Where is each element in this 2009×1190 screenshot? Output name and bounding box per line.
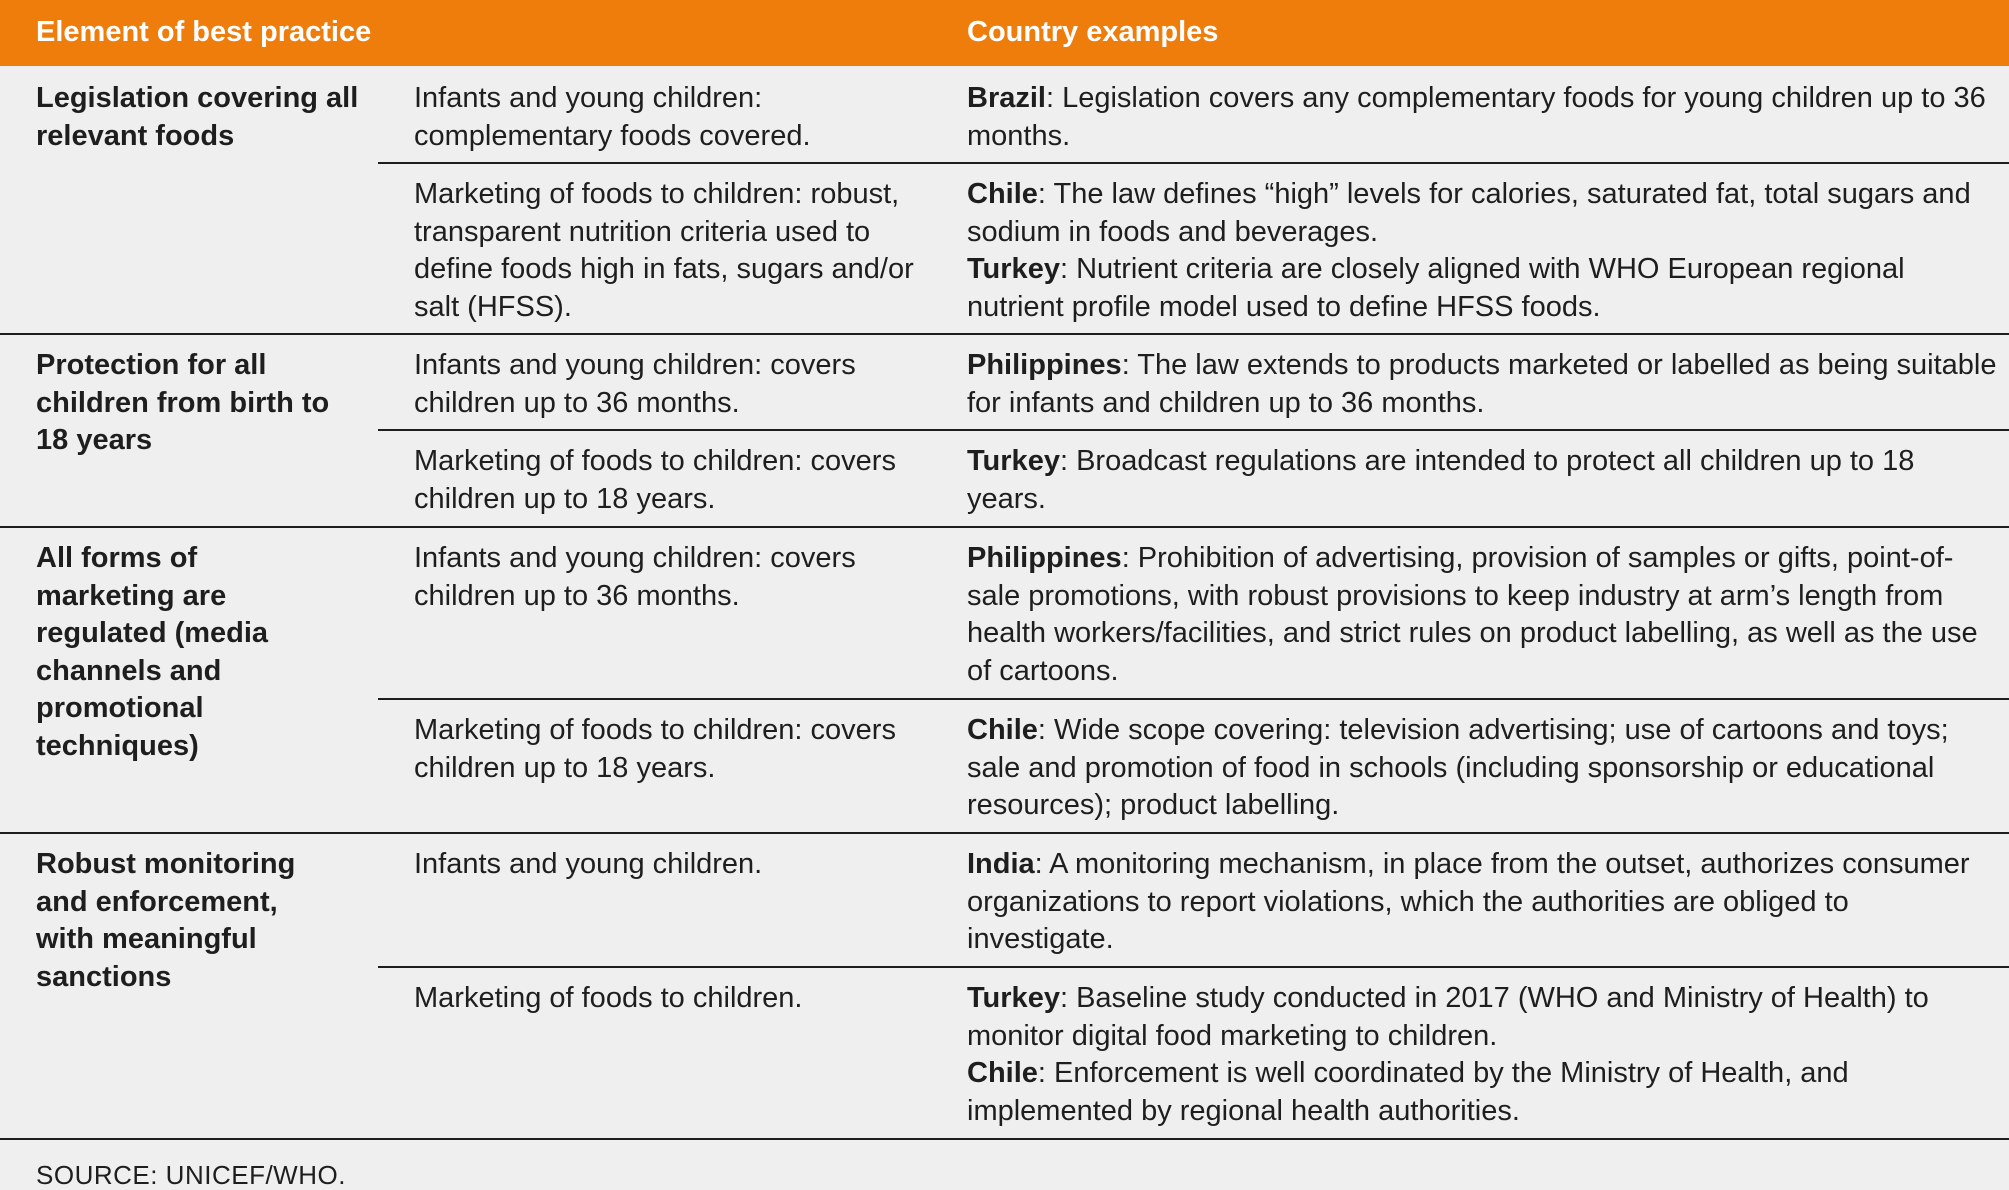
table-bottom-rule xyxy=(0,1138,2009,1140)
country-example xyxy=(967,540,1997,690)
country-name: Chile xyxy=(967,714,1038,746)
sub-row-divider xyxy=(378,162,2009,164)
country-name: Turkey xyxy=(967,253,1060,285)
country-name: Philippines xyxy=(967,349,1122,381)
audience-cell: Marketing of foods to children: covers children up to 18 years. xyxy=(414,445,896,515)
example-text: : Nutrient criteria are closely aligned with WHO European regional nutrient profile model used to define HFSS foods. xyxy=(967,253,1905,323)
row-divider xyxy=(0,333,2009,335)
audience-cell: Infants and young children. xyxy=(414,848,763,880)
example-cell xyxy=(967,712,1997,825)
category-protection: Protection for all children from birth to 18 years xyxy=(36,349,330,456)
example-text: : Legislation covers any complementary foods for young children up to 36 months. xyxy=(967,82,1986,152)
category-legislation: Legislation covering all relevant foods xyxy=(36,82,359,152)
country-example xyxy=(967,251,1997,326)
example-text: : The law defines “high” levels for calories, saturated fat, total sugars and sodium in foods and beverages. xyxy=(967,178,1971,248)
sub-row-divider xyxy=(378,429,2009,431)
example-text: : A monitoring mechanism, in place from the outset, authorizes consumer organizations to report violations, which the authorities are obliged to investigate. xyxy=(967,848,1970,955)
country-example xyxy=(967,347,1997,422)
example-cell xyxy=(967,443,1997,518)
category-all-forms: All forms of marketing are regulated (media channels and promotional techniques) xyxy=(36,542,269,762)
example-text: : Prohibition of advertising, provision of samples or gifts, point-of-sale promotions, with robust provisions to keep industry at arm’s length from health workers/facilities, and strict rules on product labelling, as well as the use of cartoons. xyxy=(967,542,1978,687)
example-cell xyxy=(967,80,1997,155)
example-text: : Enforcement is well coordinated by the Ministry of Health, and implemented by regional health authorities. xyxy=(967,1057,1849,1127)
source-note: SOURCE: UNICEF/WHO. xyxy=(36,1160,346,1190)
example-text: : Wide scope covering: television advertising; use of cartoons and toys; sale and promotion of food in schools (including sponsorship or educational resources); product labelling. xyxy=(967,714,1949,821)
country-example xyxy=(967,443,1997,518)
example-cell xyxy=(967,540,1997,690)
country-example xyxy=(967,1055,1997,1130)
country-name: Chile xyxy=(967,1057,1038,1089)
header-element-of-best-practice: Element of best practice xyxy=(36,16,372,48)
header-country-examples: Country examples xyxy=(967,16,1219,48)
audience-cell: Infants and young children: covers children up to 36 months. xyxy=(414,542,856,612)
country-name: Chile xyxy=(967,178,1038,210)
country-name: Turkey xyxy=(967,445,1060,477)
country-example xyxy=(967,176,1997,251)
country-name: Brazil xyxy=(967,82,1046,114)
category-monitoring: Robust monitoring and enforcement, with meaningful sanctions xyxy=(36,848,296,993)
country-name: India xyxy=(967,848,1035,880)
example-text: : Baseline study conducted in 2017 (WHO and Ministry of Health) to monitor digital food marketing to children. xyxy=(967,982,1929,1052)
example-cell xyxy=(967,846,1997,959)
country-example xyxy=(967,712,1997,825)
row-divider xyxy=(0,832,2009,834)
table-header xyxy=(0,0,2009,66)
example-cell xyxy=(967,347,1997,422)
example-text: : The law extends to products marketed or labelled as being suitable for infants and children up to 36 months. xyxy=(967,349,1997,419)
country-example xyxy=(967,846,1997,959)
row-divider xyxy=(0,526,2009,528)
example-text: : Broadcast regulations are intended to protect all children up to 18 years. xyxy=(967,445,1915,515)
country-example xyxy=(967,980,1997,1055)
example-cell xyxy=(967,176,1997,326)
audience-cell: Marketing of foods to children. xyxy=(414,982,803,1014)
audience-cell: Infants and young children: complementary foods covered. xyxy=(414,82,811,152)
country-example xyxy=(967,80,1997,155)
audience-cell: Infants and young children: covers children up to 36 months. xyxy=(414,349,856,419)
country-name: Turkey xyxy=(967,982,1060,1014)
sub-row-divider xyxy=(378,698,2009,700)
example-cell xyxy=(967,980,1997,1130)
audience-cell: Marketing of foods to children: robust, transparent nutrition criteria used to define foods high in fats, sugars and/or salt (HFSS). xyxy=(414,178,914,323)
country-name: Philippines xyxy=(967,542,1122,574)
audience-cell: Marketing of foods to children: covers children up to 18 years. xyxy=(414,714,896,784)
sub-row-divider xyxy=(378,966,2009,968)
